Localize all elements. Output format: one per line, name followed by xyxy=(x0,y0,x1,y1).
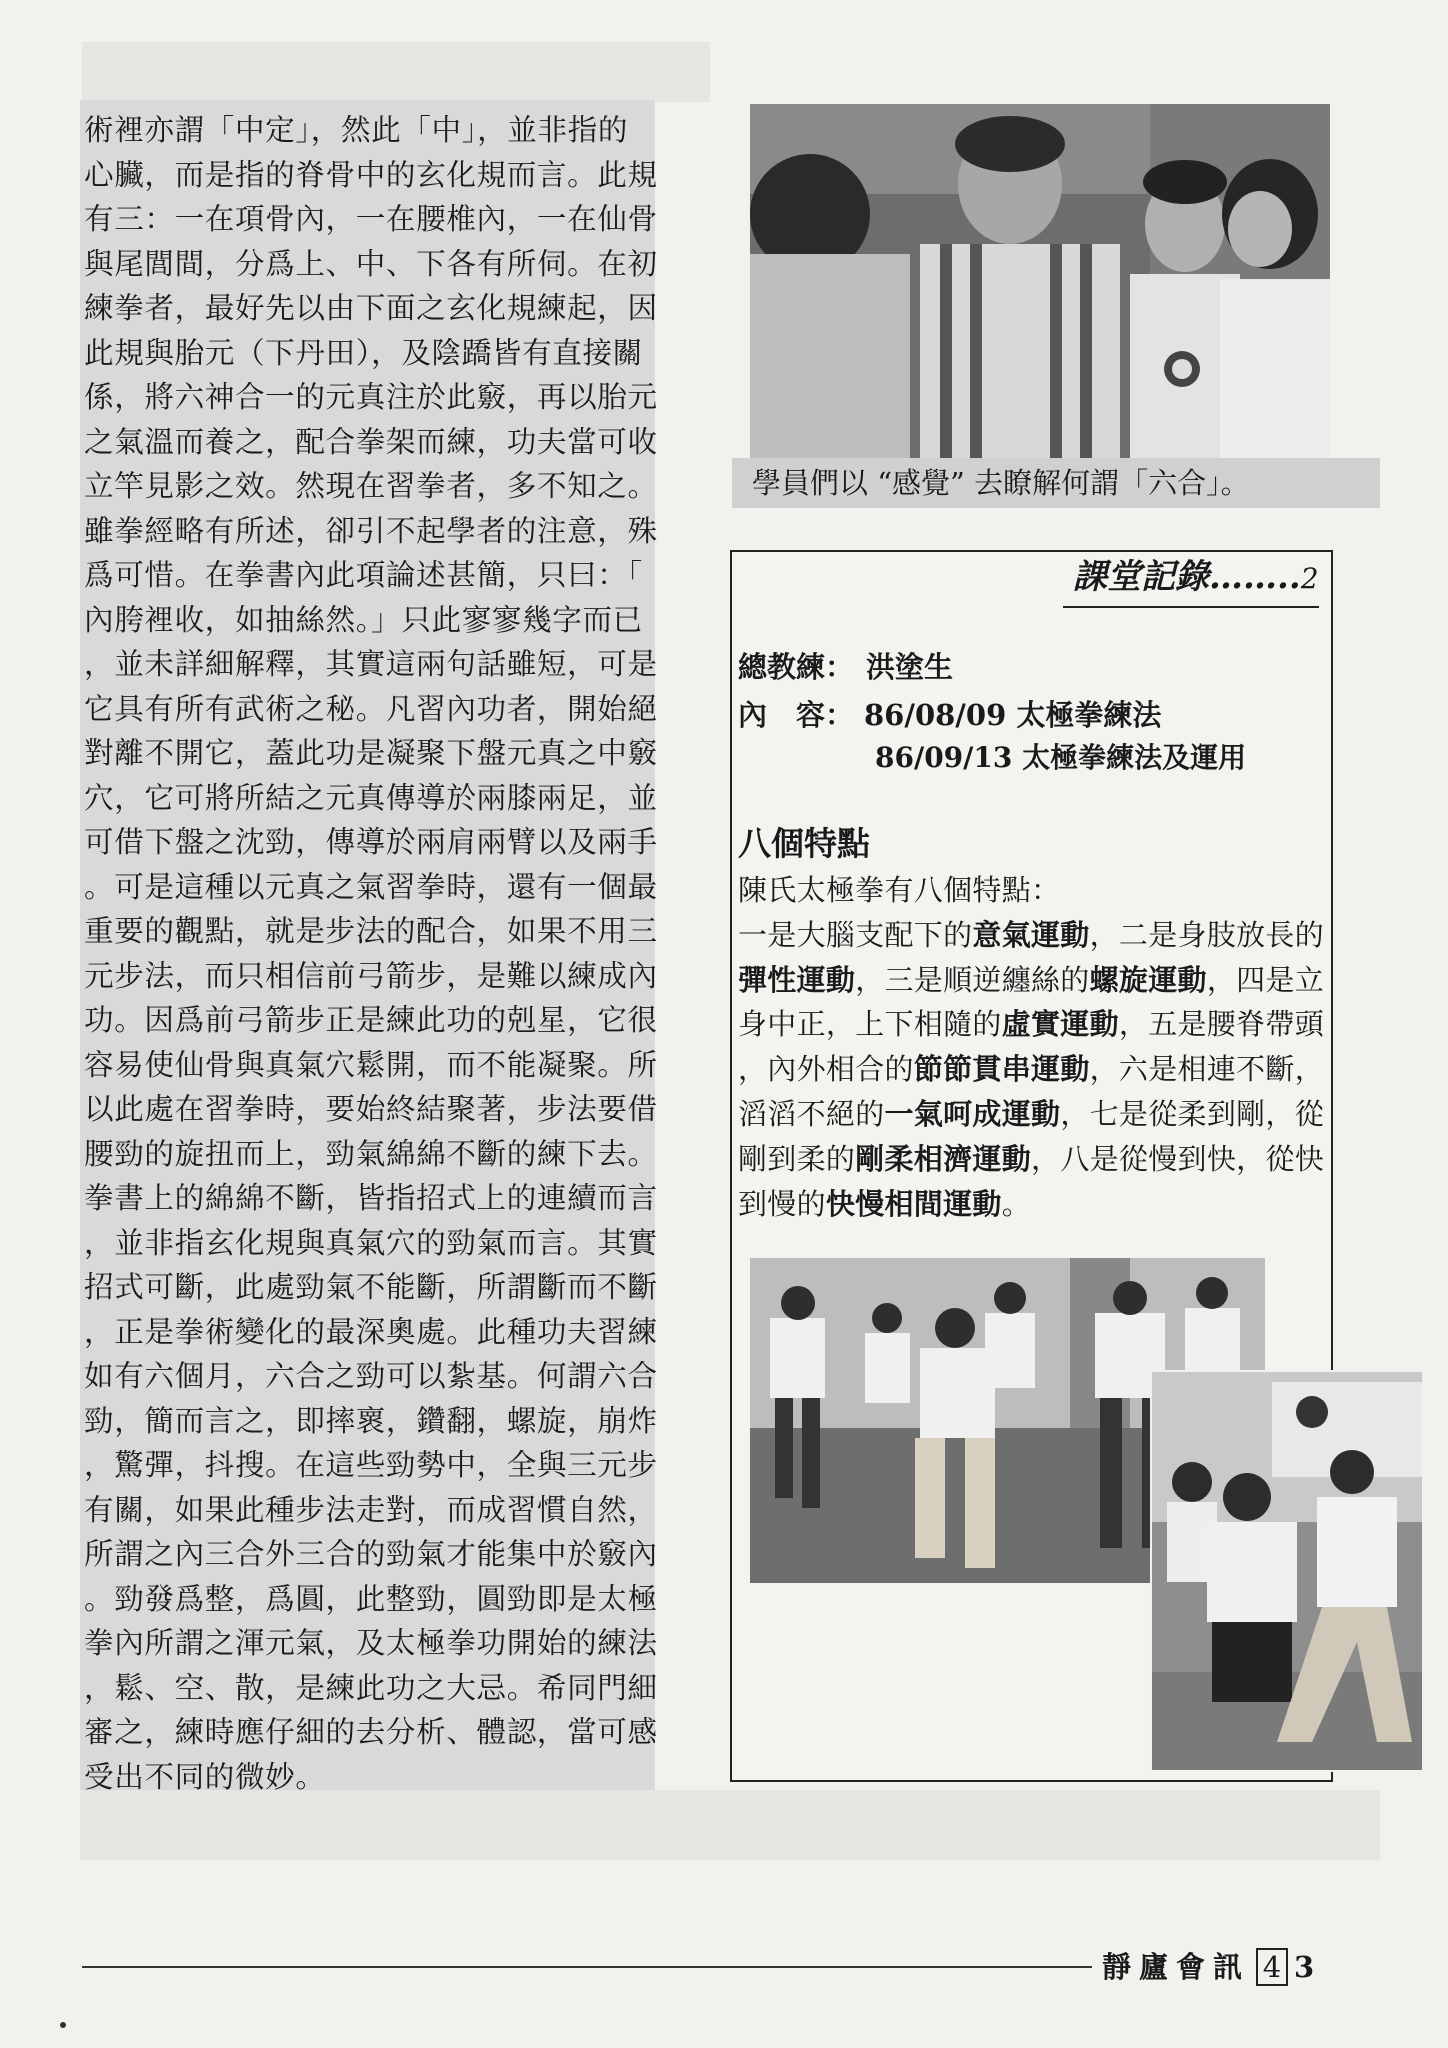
article-line: 可借下盤之沈勁，傳導於兩肩兩臂以及兩手 xyxy=(84,825,658,859)
article-line: 心臟，而是指的脊骨中的玄化規而言。此規 xyxy=(84,157,658,192)
features-text xyxy=(738,868,1328,1226)
features-line xyxy=(738,1137,1328,1182)
features-line xyxy=(738,1092,1328,1137)
article-line: 有三：一在項骨內，一在腰椎內，一在仙骨 xyxy=(84,202,658,236)
article-line: 術裡亦謂「中定」，然此「中」，並非指的 xyxy=(84,113,629,147)
article-line: ，並未詳細解釋，其實這兩句話雖短，可是 xyxy=(84,647,658,681)
photo-caption: 學員們以 “感覺” 去瞭解何謂「六合」。 xyxy=(752,466,1250,500)
features-intro: 陳氏太極拳有八個特點： xyxy=(738,873,1061,907)
feature-text: ，內外相合的 xyxy=(738,1052,914,1087)
feature-term: 螺旋運動 xyxy=(1089,962,1207,997)
coach-name: 洪塗生 xyxy=(866,650,954,684)
feature-term: 虛實運動 xyxy=(1001,1007,1119,1042)
article-line: 。勁發爲整，爲圓，此整勁，圓勁即是太極 xyxy=(84,1581,658,1616)
feature-text: 剛到柔的 xyxy=(738,1141,856,1176)
features-line xyxy=(738,1047,1328,1092)
feature-text: ，四是立 xyxy=(1206,962,1325,997)
article-line: 審之，練時應仔細的去分析、體認，當可感 xyxy=(84,1715,658,1749)
article-line: 之氣溫而養之，配合拳架而練，功夫當可收 xyxy=(84,424,658,459)
article-line: 練拳者，最好先以由下面之玄化規練起，因 xyxy=(84,291,658,325)
features-line xyxy=(738,1002,1328,1047)
article-line: 元步法，而只相信前弓箭步，是難以練成內 xyxy=(84,958,658,993)
feature-text: ，六是相連不斷， xyxy=(1089,1052,1325,1087)
speck xyxy=(60,2022,66,2028)
article-line: 對離不開它，蓋此功是凝聚下盤元真之中竅 xyxy=(84,736,658,770)
feature-text: 一是大腦支配下的 xyxy=(738,917,973,952)
content-entry-1: 86/08/09 太極拳練法 xyxy=(864,698,1162,732)
feature-text: ，八是從慢到快，從快 xyxy=(1031,1141,1325,1176)
content-row xyxy=(738,695,1161,735)
article-line: 容易使仙骨與真氣穴鬆開，而不能凝聚。所 xyxy=(84,1047,658,1082)
article-line: 雖拳經略有所述，卻引不起學者的注意，殊 xyxy=(84,513,658,548)
article-line: 勁，簡而言之，即摔褱，鑽翻，螺旋，崩炸 xyxy=(84,1403,658,1438)
article-line: 功。因爲前弓箭步正是練此功的剋星，它很 xyxy=(84,1003,658,1037)
feature-term: 意氣運動 xyxy=(972,917,1090,952)
article-line: 招式可斷，此處勁氣不能斷，所謂斷而不斷 xyxy=(84,1270,658,1304)
article-text xyxy=(84,108,658,1799)
coach-label: 總教練： xyxy=(738,650,855,684)
photo-six-harmonies xyxy=(750,104,1330,459)
bleed-through-strip xyxy=(80,1790,1380,1860)
article-line: ，鬆、空、散，是練此功之大忌。希同門細 xyxy=(84,1670,658,1705)
article-line: 它具有所有武術之秘。凡習內功者，開始絕 xyxy=(84,691,658,726)
feature-text: ，七是從柔到剛，從 xyxy=(1060,1096,1325,1131)
article-line: 以此處在習拳時，要始終結聚著，步法要借 xyxy=(84,1092,658,1126)
feature-text: 。 xyxy=(1001,1186,1032,1221)
article-line: 重要的觀點，就是步法的配合，如果不用三 xyxy=(84,914,658,948)
newsletter-title: 靜廬會訊 xyxy=(1102,1950,1251,1984)
content-entry-2: 86/09/13 太極拳練法及運用 xyxy=(875,741,1247,774)
feature-term: 彈性運動 xyxy=(738,962,856,997)
feature-text: ，三是順逆纏絲的 xyxy=(855,962,1090,997)
feature-text: 滔滔不絕的 xyxy=(738,1096,885,1131)
feature-text: ，二是身肢放長的 xyxy=(1089,917,1325,952)
feature-text: ，五是腰脊帶頭 xyxy=(1118,1007,1325,1042)
article-line: 拳書上的綿綿不斷，皆指招式上的連續而言 xyxy=(84,1181,658,1215)
footer xyxy=(1102,1947,1314,1987)
bleed-through-heading xyxy=(82,42,710,102)
feature-term: 快慢相間運動 xyxy=(825,1186,1002,1221)
article-line: ，正是拳術變化的最深奧處。此種功夫習練 xyxy=(84,1314,658,1349)
feature-term: 一氣呵成運動 xyxy=(884,1096,1061,1131)
features-line xyxy=(738,1182,1328,1227)
features-line xyxy=(738,958,1328,1003)
coach-row xyxy=(738,647,953,687)
feature-text: 到慢的 xyxy=(738,1186,826,1221)
article-line: 係，將六神合一的元真注於此竅，再以胎元 xyxy=(84,380,658,414)
article-line: 內胯裡收，如抽絲然。」只此寥寥幾字而已 xyxy=(84,602,643,637)
article-line: 如有六個月，六合之勁可以紮基。何謂六合 xyxy=(84,1359,658,1393)
footer-rule xyxy=(82,1966,1092,1968)
feature-term: 剛柔相濟運動 xyxy=(855,1141,1032,1176)
issue-number: 4 xyxy=(1256,1948,1288,1986)
feature-term: 節節貫串運動 xyxy=(913,1052,1090,1087)
features-line xyxy=(738,913,1328,958)
article-line: 爲可惜。在拳書內此項論述甚簡，只曰：「 xyxy=(84,558,643,592)
article-line: 有關，如果此種步法走對，而成習慣自然， xyxy=(84,1492,658,1527)
article-line: 所謂之內三合外三合的勁氣才能集中於竅內 xyxy=(84,1537,658,1571)
class-record-title: 課堂記錄……..2 xyxy=(1073,557,1319,597)
article-line: 拳內所謂之渾元氣，及太極拳功開始的練法 xyxy=(84,1626,658,1660)
content-label: 內 容： xyxy=(738,698,855,732)
photo-push-hands xyxy=(1150,1370,1424,1772)
article-line: 穴，它可將所結之元真傳導於兩膝兩足，並 xyxy=(84,780,658,815)
feature-text: 身中正，上下相隨的 xyxy=(738,1007,1002,1042)
page-number: 3 xyxy=(1294,1950,1315,1984)
article-line: 。可是這種以元真之氣習拳時，還有一個最 xyxy=(84,869,658,904)
article-line: ，並非指玄化規與真氣穴的勁氣而言。其實 xyxy=(84,1225,658,1260)
article-line: 與尾閭間，分爲上、中、下各有所伺。在初 xyxy=(84,246,658,281)
article-line: 此規與胎元（下丹田），及陰蹻皆有直接關 xyxy=(84,335,643,370)
article-line: 受出不同的微妙。 xyxy=(84,1759,326,1794)
article-line: ，驚彈，抖搜。在這些勁勢中，全與三元步 xyxy=(84,1448,658,1482)
section-title: 八個特點 xyxy=(738,824,870,863)
article-line: 腰勁的旋扭而上，勁氣綿綿不斷的練下去。 xyxy=(84,1136,658,1171)
article-line: 立竿見影之效。然現在習拳者，多不知之。 xyxy=(84,469,658,503)
